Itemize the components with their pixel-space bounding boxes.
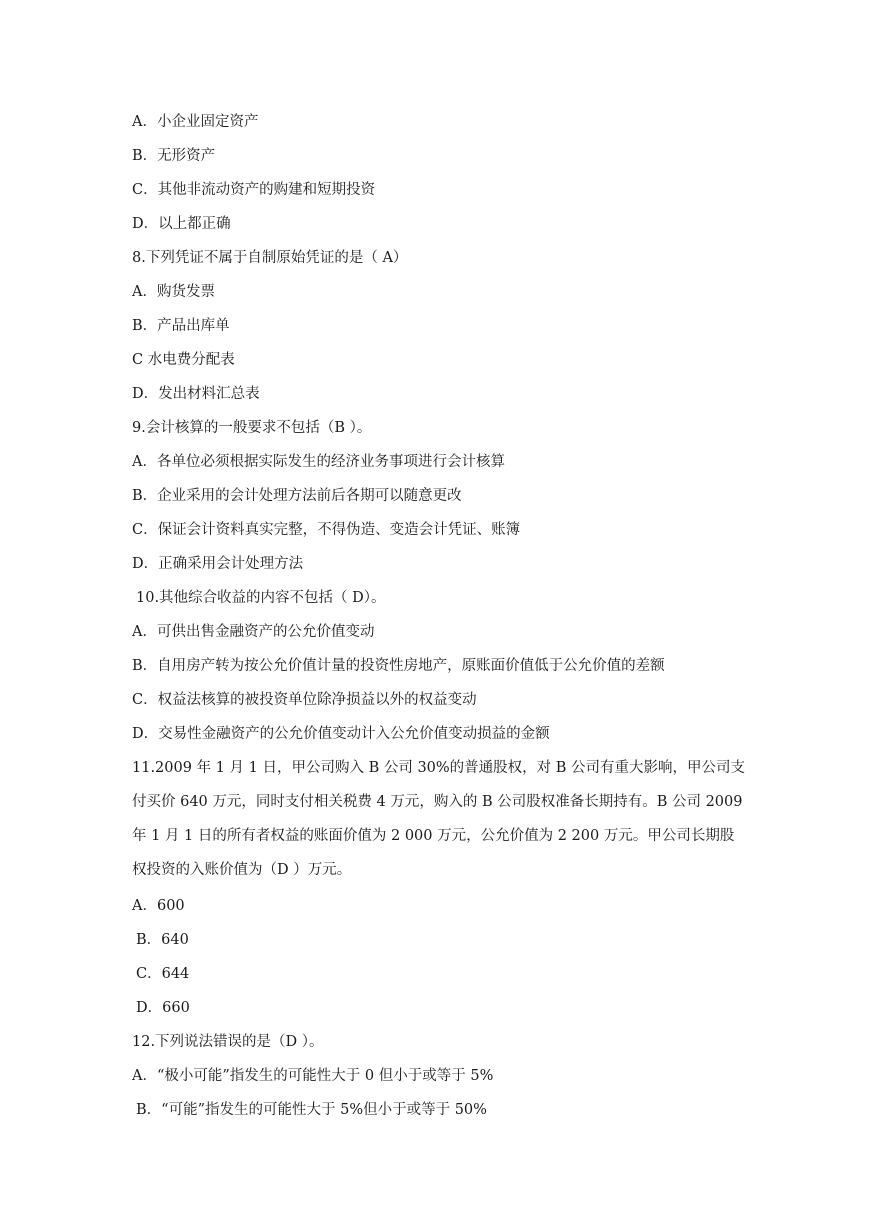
q11-option-b: B．640: [136, 932, 189, 948]
q7-option-d: D．以上都正确: [132, 216, 231, 232]
q9-option-c: C．保证会计资料真实完整，不得伪造、变造会计凭证、账簿: [132, 522, 521, 538]
q8-question: 8.下列凭证不属于自制原始凭证的是（ A）: [132, 250, 408, 266]
q10-question: 10.其他综合收益的内容不包括（ D）。: [136, 590, 386, 606]
q10-option-c: C．权益法核算的被投资单位除净损益以外的权益变动: [132, 692, 477, 708]
q11-option-a: A．600: [132, 898, 185, 914]
q10-option-b: B．自用房产转为按公允价值计量的投资性房地产，原账面价值低于公允价值的差额: [132, 658, 665, 674]
q12-question: 12.下列说法错误的是（D ）。: [132, 1034, 324, 1050]
q9-question: 9.会计核算的一般要求不包括（B ）。: [132, 420, 372, 436]
q9-option-d: D．正确采用会计处理方法: [132, 556, 304, 572]
q11-question-line-1: 11.2009 年 1 月 1 日，甲公司购入 B 公司 30%的普通股权，对 B 公司有重大影响，甲公司支: [132, 760, 746, 776]
q11-question-line-2: 付买价 640 万元，同时支付相关税费 4 万元，购入的 B 公司股权准备长期持有。B 公司 2009: [132, 794, 743, 810]
q12-option-b: B．“可能”指发生的可能性大于 5%但小于或等于 50%: [136, 1102, 487, 1118]
q9-option-a: A．各单位必须根据实际发生的经济业务事项进行会计核算: [132, 454, 505, 470]
q11-question-line-3: 年 1 月 1 日的所有者权益的账面价值为 2 000 万元，公允价值为 2 200 万元。甲公司长期股: [132, 828, 735, 844]
q8-option-d: D．发出材料汇总表: [132, 386, 260, 402]
q11-option-d: D．660: [136, 1000, 190, 1016]
q10-option-d: D．交易性金融资产的公允价值变动计入公允价值变动损益的金额: [132, 726, 550, 742]
q8-option-b: B．产品出库单: [132, 318, 230, 334]
q11-question-line-4: 权投资的入账价值为（D ）万元。: [132, 862, 352, 878]
q7-option-c: C．其他非流动资产的购建和短期投资: [132, 182, 376, 198]
q11-option-c: C．644: [136, 966, 190, 982]
q10-option-a: A．可供出售金融资产的公允价值变动: [132, 624, 375, 640]
q8-option-a: A．购货发票: [132, 284, 215, 300]
q7-option-a: A．小企业固定资产: [132, 114, 259, 130]
q9-option-b: B．企业采用的会计处理方法前后各期可以随意更改: [132, 488, 462, 504]
q8-option-c: C 水电费分配表: [132, 352, 235, 368]
q12-option-a: A．“极小可能”指发生的可能性大于 0 但小于或等于 5%: [132, 1068, 494, 1084]
q7-option-b: B．无形资产: [132, 148, 216, 164]
